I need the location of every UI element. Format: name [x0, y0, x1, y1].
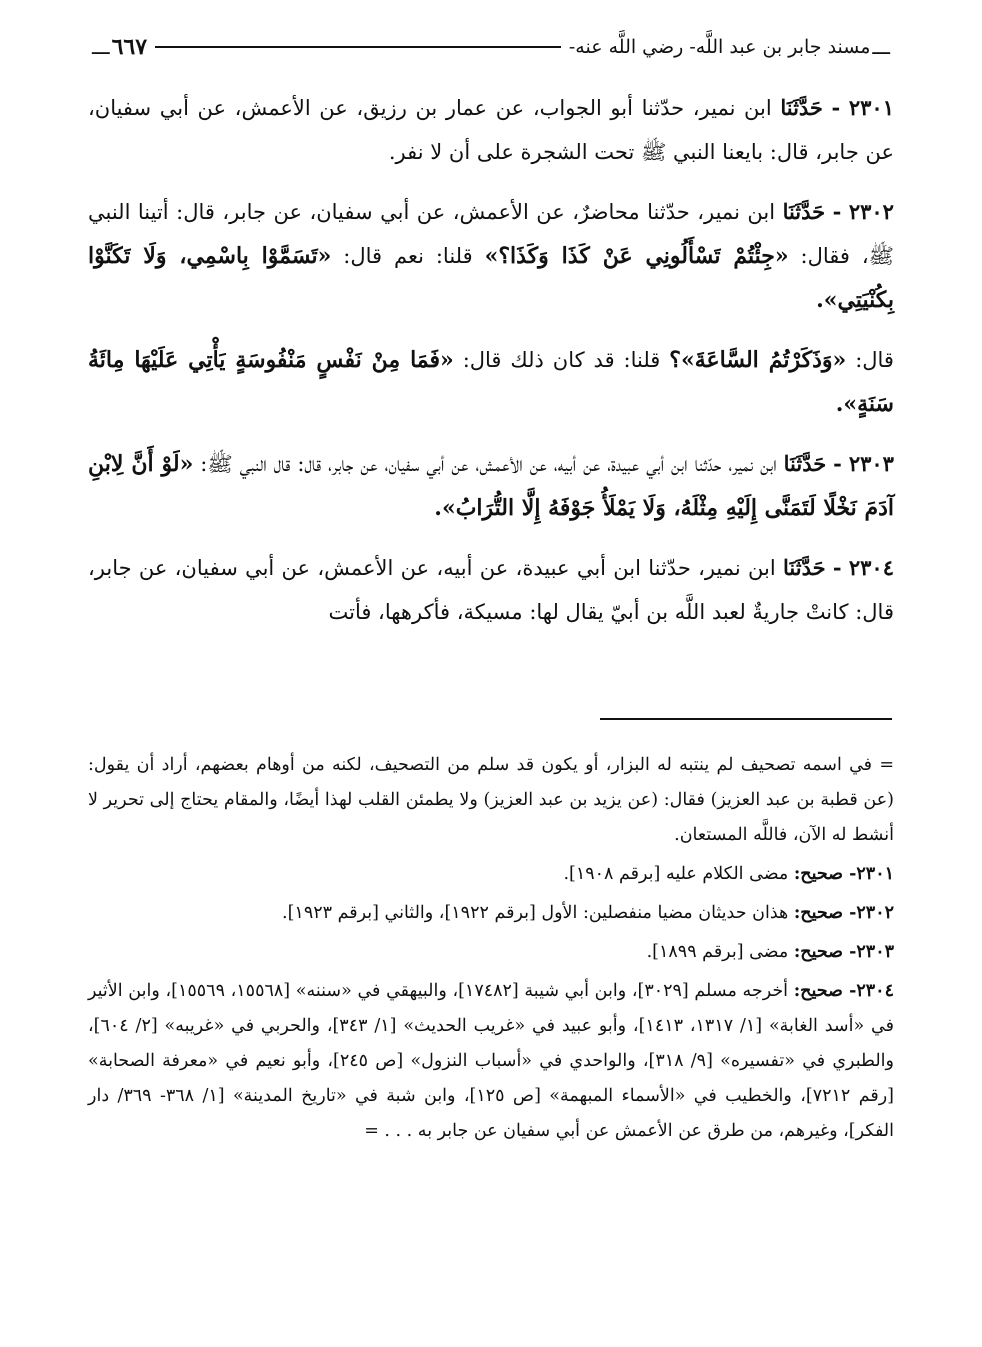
hadith-text: قلنا: قد كان ذلك قال:	[462, 348, 661, 372]
footnote-2303	[88, 935, 894, 970]
prophetic-quote: «جِئْتُمْ تَسْأَلُونِي عَنْ كَذَا وَكَذَا؟»	[484, 243, 789, 269]
footnote-text: مضى الكلام عليه [برقم ١٩٠٨].	[563, 864, 789, 884]
hadith-number: ٢٣٠٢	[848, 199, 894, 224]
hadith-text: قال:	[855, 348, 894, 372]
hadith-2302-continued	[88, 338, 894, 426]
hadith-number: ٢٣٠١	[848, 95, 894, 120]
footnote-divider	[600, 718, 892, 720]
footnote-text: هذان حديثان مضيا منفصلين: الأول [برقم ١٩٢٢]، والثاني [برقم ١٩٢٣].	[282, 903, 789, 923]
footnote-number: ٢٣٠٣	[856, 942, 894, 962]
hadith-number: ٢٣٠٤	[848, 555, 894, 580]
hadith-2301: ٢٣٠١ - حَدَّثَنَا ابن نمير، حدّثنا أبو الجواب، عن عمار بن رزيق، عن الأعمش، عن أبي سفيان، عن جابر، قال: بايعنا النبي ﷺ تحت الشجرة على أن لا نفر.	[88, 95, 894, 164]
footnote-2301	[88, 857, 894, 892]
footnote-number: ٢٣٠١	[856, 864, 894, 884]
running-header: ـــ مسند جابر بن عبد اللَّه- رضي اللَّه عنه- ٦٦٧ ـــ	[92, 34, 890, 60]
hadith-text: ابن نمير، حدّثنا محاضرٌ، عن الأعمش، عن أبي سفيان، عن جابر، قال: أتينا النبي ﷺ، فقال:	[88, 200, 895, 268]
footnote-number: ٢٣٠٤	[856, 981, 894, 1001]
footnote-2302	[88, 896, 894, 931]
footnotes	[88, 748, 894, 1153]
footnote-text: مضى [برقم ١٨٩٩].	[646, 942, 789, 962]
hadith-text: قلنا: نعم قال:	[343, 244, 473, 268]
footnote-grade: - صحيح:	[793, 942, 857, 962]
page-number: ٦٦٧	[111, 34, 148, 60]
prophetic-quote: «وَذَكَرْتُمُ السَّاعَةَ»؟	[669, 347, 847, 373]
hadith-2304: ٢٣٠٤ - حَدَّثَنَا ابن نمير، حدّثنا ابن أبي عبيدة، عن أبيه، عن الأعمش، عن أبي سفيان، عن جابر، قال: كانتْ جاريةٌ لعبد اللَّه بن أبيّ يقال لها: مسيكة، فأكرهها، فأتت	[88, 555, 894, 624]
footnote-grade: - صحيح:	[793, 981, 857, 1001]
running-title: مسند جابر بن عبد اللَّه- رضي اللَّه عنه-	[568, 36, 871, 58]
prophetic-quote: «تَسَمَّوْا بِاسْمِي، وَلَا تَكَنَّوْا بِكُنْيَتِي».	[88, 243, 894, 313]
hadith-2303: ٢٣٠٣ - حَدَّثَنَا ابن نمير، حدّثنا ابن أبي عبيدة، عن أبيه، عن الأعمش، عن أبي سفيان، عن جابر، قال: قال النبي ﷺ: «لَوْ أَنَّ لِابْنِ آدَمَ نَخْلًا لَتَمَنَّى إِلَيْهِ مِثْلَهُ، وَلَا يَمْلَأُ جَوْفَهُ إِلَّا التُّرَابُ».	[88, 451, 894, 521]
footnote-text: أخرجه مسلم [٣٠٢٩]، وابن أبي شيبة [١٧٤٨٢]، والبيهقي في «سننه» [١٥٥٦٨، ١٥٥٦٩]، وابن الأثير في «أسد الغابة» [١/ ١٣١٧، ١٤١٣]، وأبو عبيد في «غريب الحديث» [١/ ٣٤٣]، والحربي في «غريبه» [٢/ ٦٠٤]، والطبري في «تفسيره» [٩/ ٣١٨]، والواحدي في «أسباب النزول» [ص ٢٤٥]، وأبو نعيم في «معرفة الصحابة» [رقم ٧٢١٢]، والخطيب في «الأسماء المبهمة» [ص ١٢٥]، وابن شبة في «تاريخ المدينة» [١/ ٣٦٨- ٣٦٩/ دار الفكر]، وغيرهم، من طرق عن الأعمش عن أبي سفيان عن جابر به . . . =	[88, 981, 895, 1141]
haddathana: حَدَّثَنَا	[782, 555, 826, 580]
hadith-text: ابن نمير، حدّثنا ابن أبي عبيدة، عن أبيه، عن الأعمش، عن أبي سفيان، عن جابر، قال: كانتْ جاريةٌ لعبد اللَّه بن أبيّ يقال لها: مسيكة، فأكرهها، فأتت	[88, 556, 894, 624]
hadith-2302: ٢٣٠٢ - حَدَّثَنَا ابن نمير، حدّثنا محاضرٌ، عن الأعمش، عن أبي سفيان، عن جابر، قال: أتينا النبي ﷺ، فقال: «جِئْتُمْ تَسْأَلُونِي عَنْ كَذَا وَكَذَا؟» قلنا: نعم قال: «تَسَمَّوْا بِاسْمِي، وَلَا تَكَنَّوْا بِكُنْيَتِي».	[88, 199, 895, 313]
hadith-number: ٢٣٠٣	[848, 451, 894, 476]
footnote-continuation: = في اسمه تصحيف لم ينتبه له البزار، أو يكون قد سلم من التصحيف، لكنه من أوهام بعضهم، أراد أن يقول: (عن قطبة بن عبد العزيز) فقال: (عن يزيد بن عبد العزيز) ولا يطمئن القلب لهذا أيضًا، والمقام يحتاج إلى تحرير لا أنشط له الآن، فاللَّه المستعان.	[88, 755, 894, 845]
hadith-text: ابن نمير، حدّثنا أبو الجواب، عن عمار بن رزيق، عن الأعمش، عن أبي سفيان، عن جابر، قال: بايعنا النبي ﷺ تحت الشجرة على أن لا نفر.	[88, 96, 894, 164]
prophetic-quote: «لَوْ أَنَّ لِابْنِ آدَمَ نَخْلًا لَتَمَنَّى إِلَيْهِ مِثْلَهُ، وَلَا يَمْلَأُ جَوْفَهُ إِلَّا التُّرَابُ».	[88, 451, 894, 521]
hadith-text: ابن نمير، حدّثنا ابن أبي عبيدة، عن أبيه، عن الأعمش، عن أبي سفيان، عن جابر، قال: قال النبي ﷺ:	[200, 452, 777, 476]
haddathana: حَدَّثَنَا	[780, 95, 823, 120]
footnote-grade: - صحيح:	[793, 864, 857, 884]
main-text	[88, 86, 894, 650]
haddathana: حَدَّثَنَا	[782, 199, 826, 224]
footnote-number: ٢٣٠٢	[856, 903, 894, 923]
prophetic-quote: «فَمَا مِنْ نَفْسٍ مَنْفُوسَةٍ يَأْتِي عَلَيْهَا مِائَةُ سَنَةٍ».	[88, 347, 894, 417]
footnote-grade: - صحيح:	[793, 903, 857, 923]
footnote-2304	[88, 974, 894, 1149]
header-rule	[155, 46, 561, 48]
haddathana: حَدَّثَنَا	[783, 451, 827, 476]
